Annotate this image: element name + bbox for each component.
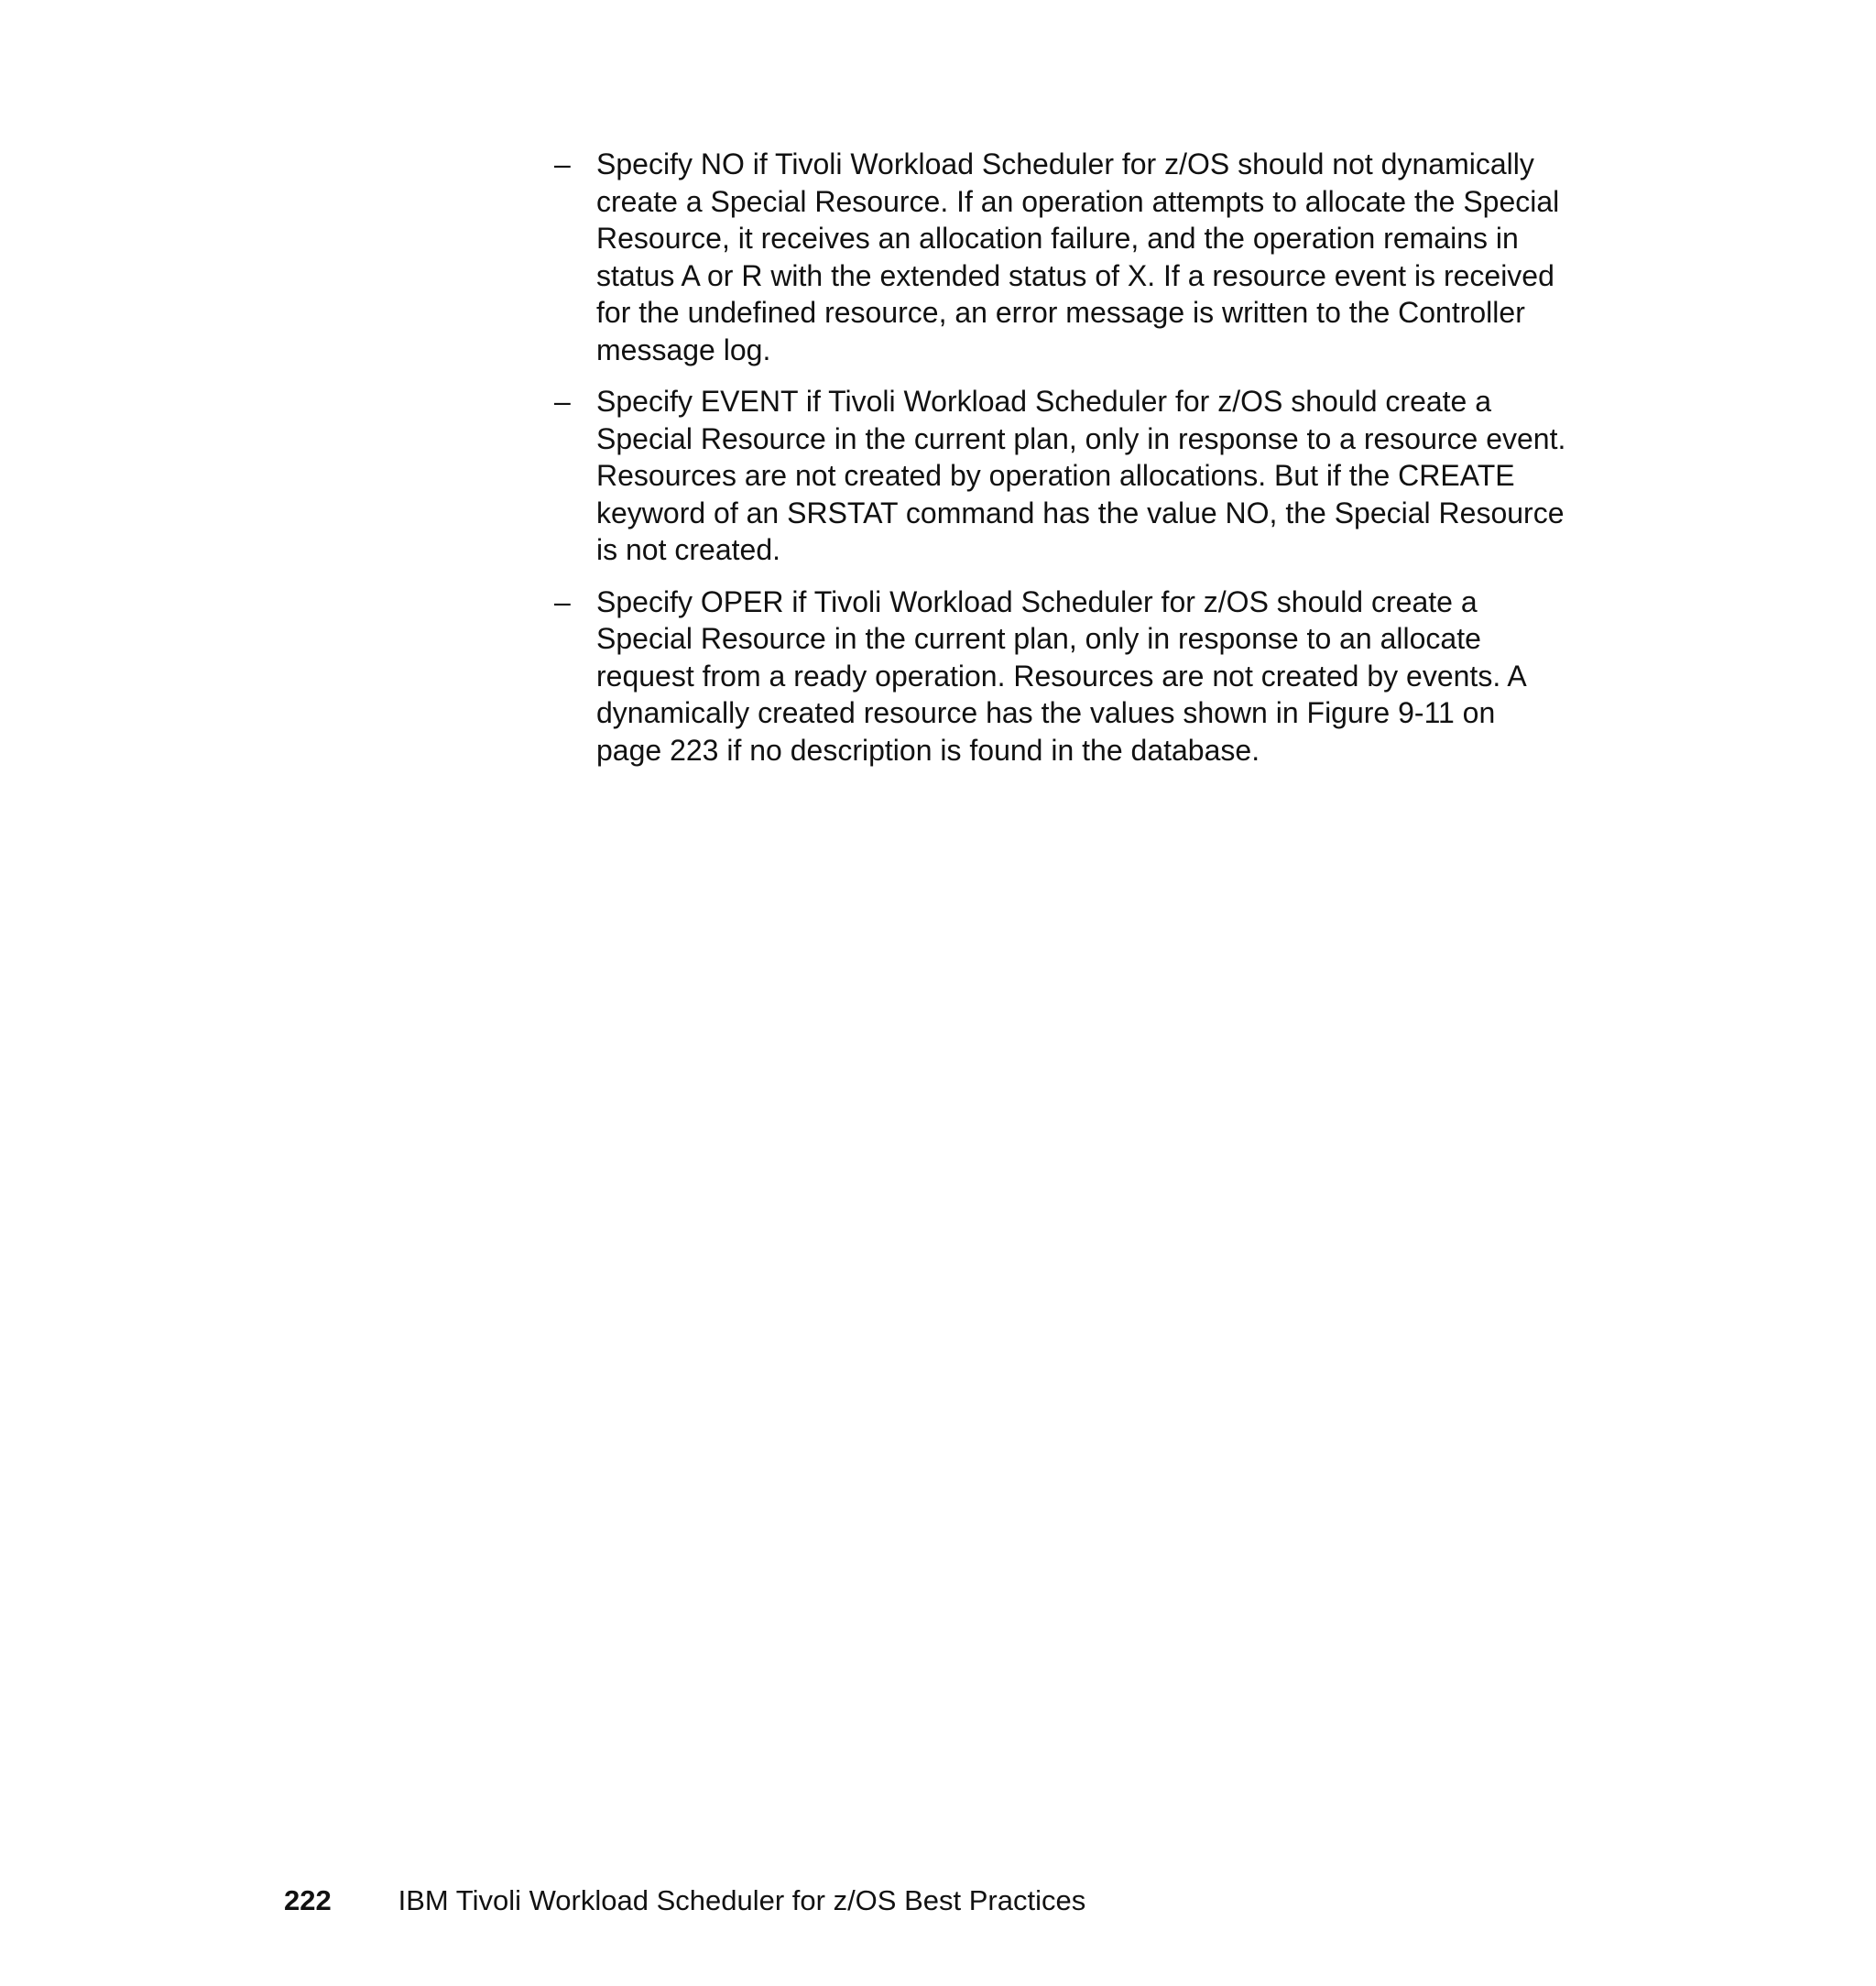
- list-item: [554, 584, 1617, 769]
- list-item: [554, 146, 1617, 368]
- page-number: 222: [284, 1884, 332, 1916]
- list-item: [554, 383, 1617, 569]
- page-body: [554, 146, 1617, 783]
- dash-bullet: –: [554, 385, 571, 418]
- list-item-text: Specify OPER if Tivoli Workload Scheduler for z/OS should create a Special Resource in the current plan, only in response to an allocate request from a ready operation. Resources are not created by events. A dynamically created resource has the values shown in Figure 9-11 on page 223 if no description is found in the database.: [596, 584, 1527, 767]
- list-item-text: Specify EVENT if Tivoli Workload Scheduler for z/OS should create a Special Resource in the current plan, only in response to a resource event. Resources are not created by operation allocations. But if the CREATE keyword of an SRSTAT command has the value NO, the Special Resource is not created.: [596, 385, 1566, 566]
- dash-bullet: –: [554, 584, 571, 618]
- list-item-text: Specify NO if Tivoli Workload Scheduler for z/OS should not dynamically create a Special Resource. If an operation attempts to allocate the Special Resource, it receives an allocation failure, and the operation remains in status A or R with the extended status of X. If a resource event is received for the undefined resource, an error message is written to the Controller message log.: [596, 147, 1560, 366]
- dash-bullet: –: [554, 147, 571, 180]
- book-title: IBM Tivoli Workload Scheduler for z/OS Best Practices: [398, 1884, 1086, 1916]
- page-footer: [284, 1882, 1085, 1919]
